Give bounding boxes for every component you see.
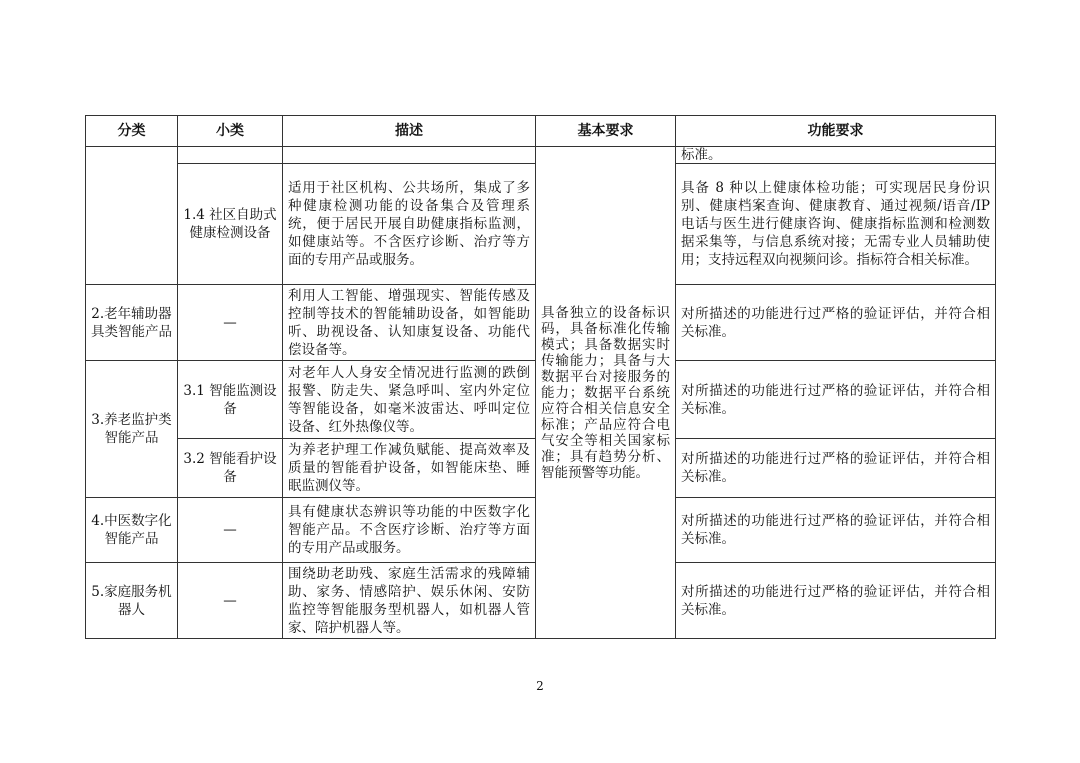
subcategory-cell: 3.2 智能看护设备 [178, 439, 283, 498]
description-cell: 为养老护理工作减负赋能、提高效率及质量的智能看护设备，如智能床垫、睡眠监测仪等。 [283, 439, 536, 498]
subcategory-cell: — [178, 285, 283, 361]
category-cell: 5.家庭服务机器人 [86, 563, 178, 639]
description-cell: 具有健康状态辨识等功能的中医数字化智能产品。不含医疗诊断、治疗等方面的专用产品或服务。 [283, 498, 536, 563]
function-requirement-cell: 对所描述的功能进行过严格的验证评估，并符合相关标准。 [676, 361, 996, 439]
description-cell: 围绕助老助残、家庭生活需求的残障辅助、家务、情感陪护、娱乐休闲、安防监控等智能服务型机器人，如机器人管家、陪护机器人等。 [283, 563, 536, 639]
function-requirement-cell: 具备 8 种以上健康体检功能；可实现居民身份识别、健康档案查询、健康教育、通过视频/语音/IP 电话与医生进行健康咨询、健康指标监测和检测数据采集等，与信息系统对接；无需专业人员辅助使用；支持远程双向视频问诊。指标符合相关标准。 [676, 164, 996, 285]
category-cell: 2.老年辅助器具类智能产品 [86, 285, 178, 361]
header-basic-requirement: 基本要求 [536, 116, 676, 147]
description-cell: 利用人工智能、增强现实、智能传感及控制等技术的智能辅助设备，如智能助听、助视设备、认知康复设备、功能代偿设备等。 [283, 285, 536, 361]
table-row-continuation [86, 147, 996, 164]
description-cell: 适用于社区机构、公共场所，集成了多种健康检测功能的设备集合及管理系统，便于居民开展自助健康指标监测，如健康站等。不含医疗诊断、治疗等方面的专用产品或服务。 [283, 164, 536, 285]
function-cell-continued: 标准。 [676, 147, 996, 164]
description-cell-continued [283, 147, 536, 164]
subcategory-cell: — [178, 498, 283, 563]
subcategory-cell-continued [178, 147, 283, 164]
subcategory-cell: — [178, 563, 283, 639]
header-subcategory: 小类 [178, 116, 283, 147]
header-function-requirement: 功能要求 [676, 116, 996, 147]
category-cell: 4.中医数字化智能产品 [86, 498, 178, 563]
function-requirement-cell: 对所描述的功能进行过严格的验证评估，并符合相关标准。 [676, 498, 996, 563]
header-description: 描述 [283, 116, 536, 147]
subcategory-cell: 1.4 社区自助式健康检测设备 [178, 164, 283, 285]
table-header-row [86, 116, 996, 147]
category-cell: 3.养老监护类智能产品 [86, 361, 178, 498]
page-number: 2 [536, 679, 544, 693]
category-cell-1 [86, 147, 178, 285]
description-cell: 对老年人人身安全情况进行监测的跌倒报警、防走失、紧急呼叫、室内外定位等智能设备，如毫米波雷达、呼叫定位设备、红外热像仪等。 [283, 361, 536, 439]
function-requirement-cell: 对所描述的功能进行过严格的验证评估，并符合相关标准。 [676, 563, 996, 639]
function-requirement-cell: 对所描述的功能进行过严格的验证评估，并符合相关标准。 [676, 285, 996, 361]
basic-requirement-cell: 具备独立的设备标识码，具备标准化传输模式；具备数据实时传输能力；具备与大数据平台对接服务的能力；数据平台系统应符合相关信息安全标准；产品应符合电气安全等相关国家标准；具有趋势分析、智能预警等功能。 [536, 147, 676, 639]
subcategory-cell: 3.1 智能监测设备 [178, 361, 283, 439]
header-category: 分类 [86, 116, 178, 147]
function-requirement-cell: 对所描述的功能进行过严格的验证评估，并符合相关标准。 [676, 439, 996, 498]
product-spec-table [85, 115, 996, 639]
